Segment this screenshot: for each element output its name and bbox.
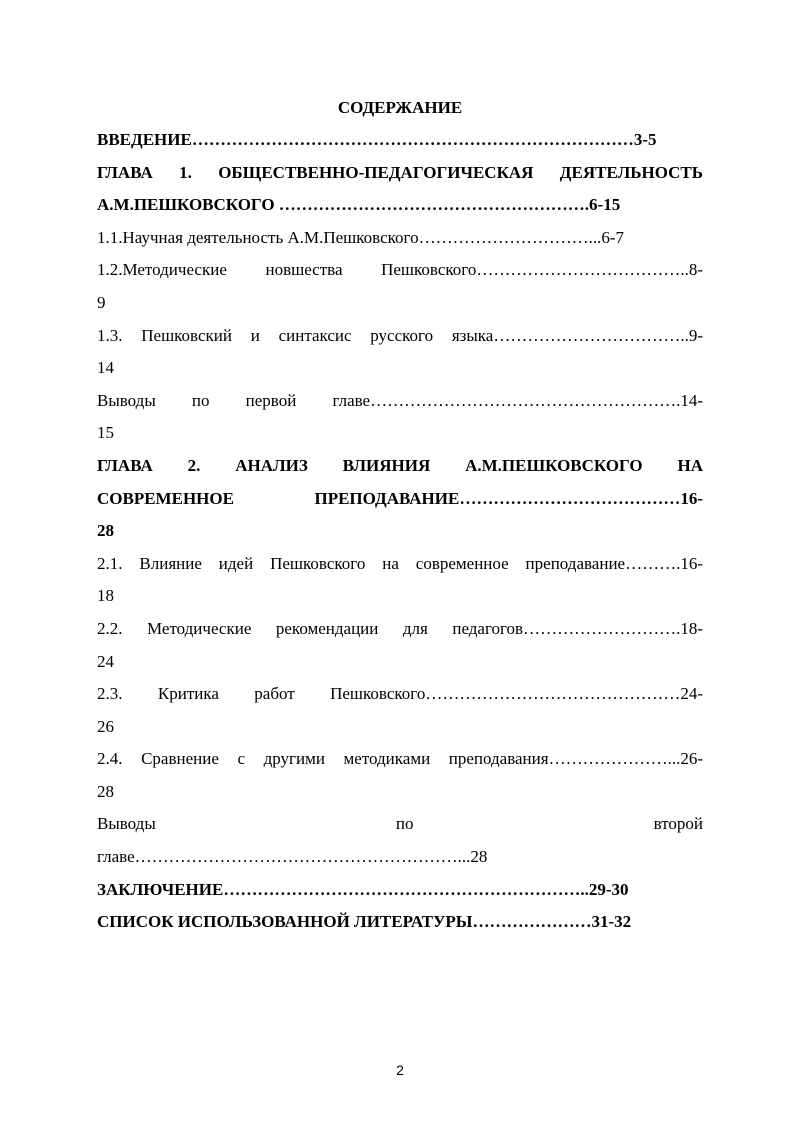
toc-entry-2-4-page: 28 bbox=[97, 781, 114, 801]
toc-entry-2-4: 2.4. Сравнение с другими методиками преподавания…………………...26- bbox=[97, 749, 703, 769]
toc-entry-chapter-2-conclusions-cont: главе…………………………………………………...28 bbox=[97, 847, 488, 867]
toc-entry-1-2-page: 9 bbox=[97, 292, 106, 312]
toc-entry-2-1-page: 18 bbox=[97, 586, 114, 606]
toc-entry-chapter-1-conclusions-page: 15 bbox=[97, 423, 114, 443]
toc-entry-1-3: 1.3. Пешковский и синтаксис русского языка……………………………..9- bbox=[97, 325, 703, 345]
toc-entry-chapter-2-title: ГЛАВА 2. АНАЛИЗ ВЛИЯНИЯ А.М.ПЕШКОВСКОГО НА bbox=[97, 455, 703, 475]
toc-entry-1-3-page: 14 bbox=[97, 358, 114, 378]
toc-entry-2-2-page: 24 bbox=[97, 651, 114, 671]
toc-entry-2-1: 2.1. Влияние идей Пешковского на современное преподавание……….16- bbox=[97, 553, 703, 573]
toc-entry-chapter-2-page: 28 bbox=[97, 521, 114, 541]
toc-entry-chapter-1-conclusions: Выводы по первой главе……………………………………………….14- bbox=[97, 390, 703, 410]
toc-entry-chapter-2-title-cont: СОВРЕМЕННОЕ ПРЕПОДАВАНИЕ…………………………………16- bbox=[97, 488, 703, 508]
toc-entry-2-2: 2.2. Методические рекомендации для педагогов……………………….18- bbox=[97, 618, 703, 638]
toc-entry-chapter-2-conclusions: Выводы по второй bbox=[97, 814, 703, 834]
toc-entry-chapter-1-title: ГЛАВА 1. ОБЩЕСТВЕННО-ПЕДАГОГИЧЕСКАЯ ДЕЯТЕЛЬНОСТЬ bbox=[97, 162, 703, 182]
toc-title: СОДЕРЖАНИЕ bbox=[337, 98, 463, 117]
table-of-contents bbox=[97, 92, 703, 939]
toc-entry-introduction: ВВЕДЕНИЕ……………………………………………………………………3-5 bbox=[97, 130, 657, 149]
toc-entry-1-2: 1.2.Методические новшества Пешковского………………………………..8- bbox=[97, 260, 703, 280]
toc-entry-chapter-1-title-cont: А.М.ПЕШКОВСКОГО ……………………………………………….6-15 bbox=[97, 195, 621, 215]
toc-entry-2-3-page: 26 bbox=[97, 716, 114, 736]
toc-entry-bibliography: СПИСОК ИСПОЛЬЗОВАННОЙ ЛИТЕРАТУРЫ…………………31-32 bbox=[97, 912, 632, 932]
toc-entry-1-1: 1.1.Научная деятельность А.М.Пешковского…………………………...6-7 bbox=[97, 227, 624, 247]
page-number: 2 bbox=[396, 1062, 404, 1078]
toc-entry-2-3: 2.3. Критика работ Пешковского………………………………………24- bbox=[97, 684, 703, 704]
toc-entry-conclusion: ЗАКЛЮЧЕНИЕ………………………………………………………..29-30 bbox=[97, 879, 629, 899]
